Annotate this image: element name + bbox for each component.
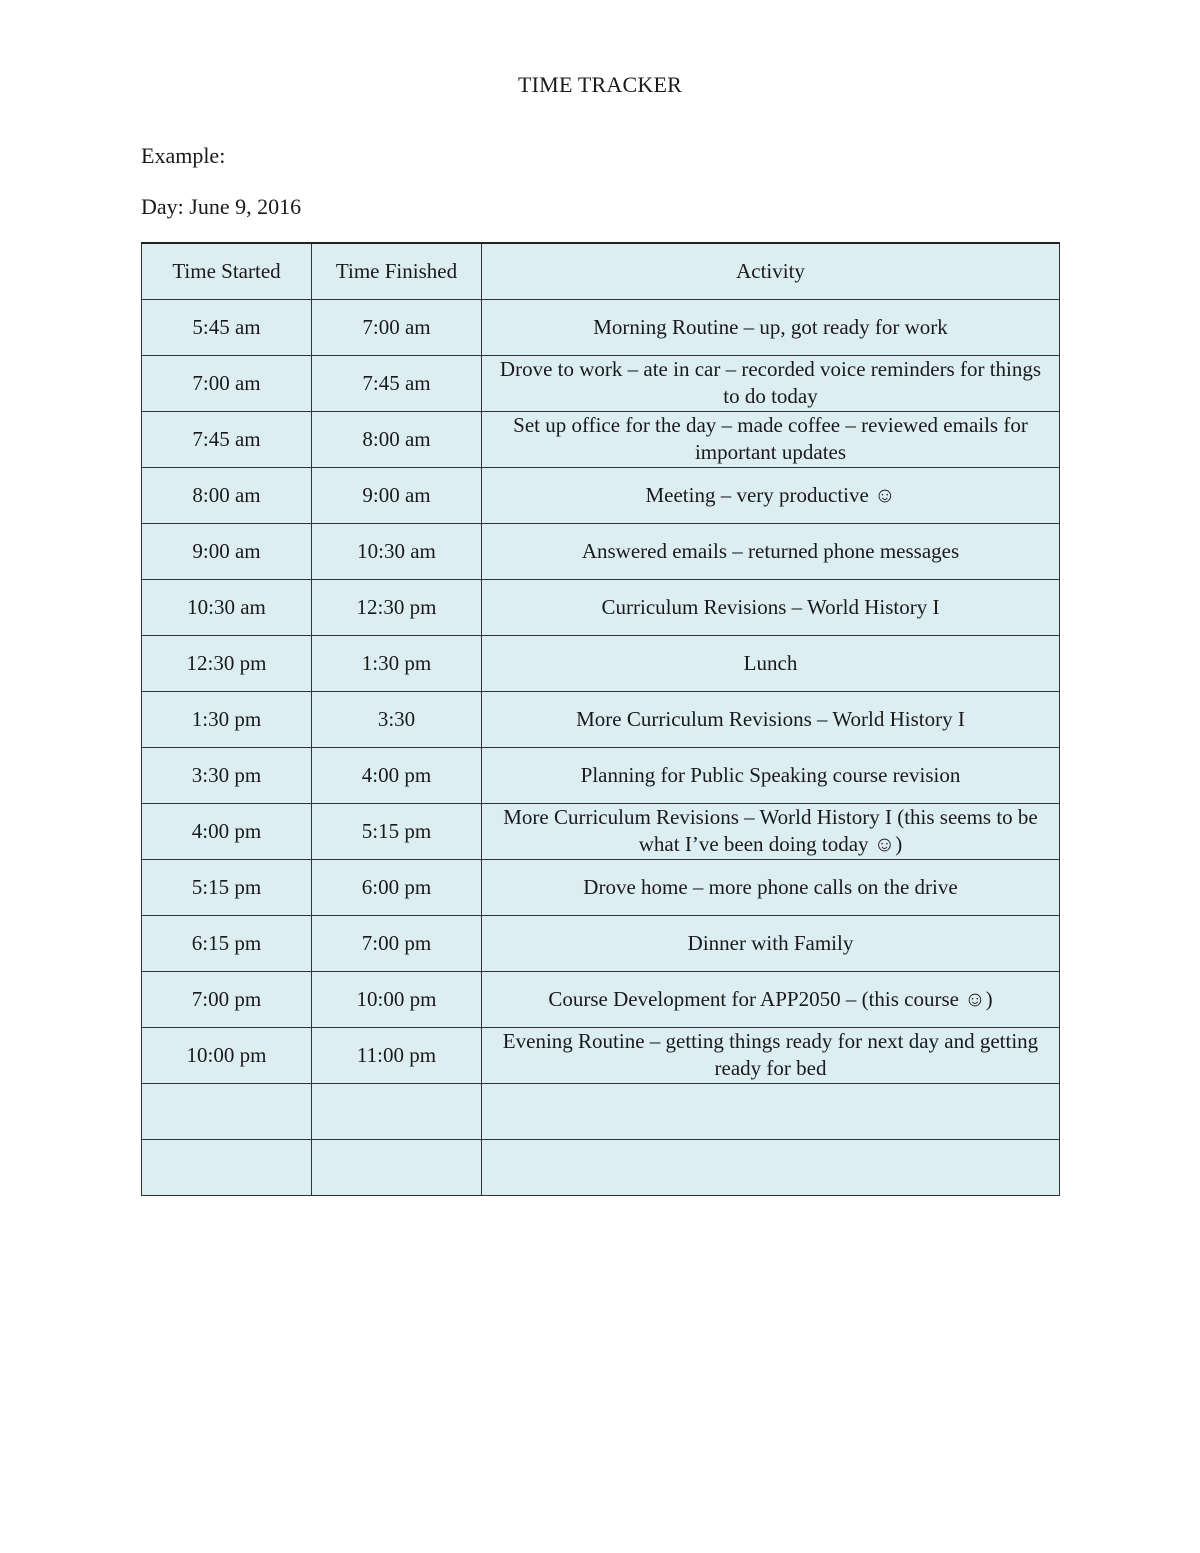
time-finished-cell: 5:15 pm [312,803,482,859]
table-row [142,747,1060,803]
time-finished-cell: 1:30 pm [312,635,482,691]
time-finished-cell: 9:00 am [312,467,482,523]
activity-cell: Set up office for the day – made coffee – reviewed emails for important updates [482,411,1060,467]
header-time-finished: Time Finished [312,243,482,299]
table-row [142,355,1060,411]
time-started-cell: 8:00 am [142,467,312,523]
time-finished-cell: 7:00 pm [312,915,482,971]
page-title: TIME TRACKER [518,72,682,97]
time-started-cell: 3:30 pm [142,747,312,803]
activity-cell: Evening Routine – getting things ready for next day and getting ready for bed [482,1027,1060,1083]
activity-cell: Drove home – more phone calls on the drive [482,859,1060,915]
time-finished-cell: 11:00 pm [312,1027,482,1083]
activity-cell: Planning for Public Speaking course revision [482,747,1060,803]
table-row [142,803,1060,859]
header-time-started: Time Started [142,243,312,299]
header-activity: Activity [482,243,1060,299]
time-finished-cell [312,1083,482,1139]
table-row [142,915,1060,971]
time-started-cell: 7:00 pm [142,971,312,1027]
time-started-cell: 12:30 pm [142,635,312,691]
activity-cell: Morning Routine – up, got ready for work [482,299,1060,355]
time-started-cell: 1:30 pm [142,691,312,747]
time-finished-cell [312,1139,482,1195]
time-finished-cell: 7:45 am [312,355,482,411]
table-row [142,411,1060,467]
table-row [142,467,1060,523]
activity-cell: Meeting – very productive ☺ [482,467,1060,523]
activity-cell [482,1139,1060,1195]
time-started-cell: 7:45 am [142,411,312,467]
time-started-cell [142,1139,312,1195]
activity-cell: Course Development for APP2050 – (this course ☺) [482,971,1060,1027]
time-finished-cell: 4:00 pm [312,747,482,803]
header-row [142,243,1060,299]
empty-row [142,1139,1060,1195]
time-started-cell: 5:45 am [142,299,312,355]
table-row [142,299,1060,355]
activity-cell: Lunch [482,635,1060,691]
activity-cell [482,1083,1060,1139]
time-started-cell: 4:00 pm [142,803,312,859]
table-row [142,691,1060,747]
time-tracker-table [141,242,1060,1196]
table-row [142,523,1060,579]
time-finished-cell: 3:30 [312,691,482,747]
example-label: Example: [141,143,226,168]
day-line: Day: June 9, 2016 [141,194,302,219]
table-row [142,1027,1060,1083]
time-finished-cell: 12:30 pm [312,579,482,635]
time-started-cell: 9:00 am [142,523,312,579]
activity-cell: Answered emails – returned phone messages [482,523,1060,579]
time-started-cell: 5:15 pm [142,859,312,915]
time-started-cell: 6:15 pm [142,915,312,971]
table-row [142,859,1060,915]
activity-cell: Drove to work – ate in car – recorded voice reminders for things to do today [482,355,1060,411]
time-started-cell: 10:00 pm [142,1027,312,1083]
time-started-cell [142,1083,312,1139]
time-finished-cell: 7:00 am [312,299,482,355]
time-finished-cell: 8:00 am [312,411,482,467]
table-row [142,971,1060,1027]
activity-cell: Dinner with Family [482,915,1060,971]
time-started-cell: 7:00 am [142,355,312,411]
table-row [142,635,1060,691]
time-started-cell: 10:30 am [142,579,312,635]
activity-cell: More Curriculum Revisions – World History I (this seems to be what I’ve been doing today ☺) [482,803,1060,859]
activity-cell: More Curriculum Revisions – World History I [482,691,1060,747]
activity-cell: Curriculum Revisions – World History I [482,579,1060,635]
time-finished-cell: 10:30 am [312,523,482,579]
table-row [142,579,1060,635]
time-finished-cell: 10:00 pm [312,971,482,1027]
empty-row [142,1083,1060,1139]
time-finished-cell: 6:00 pm [312,859,482,915]
